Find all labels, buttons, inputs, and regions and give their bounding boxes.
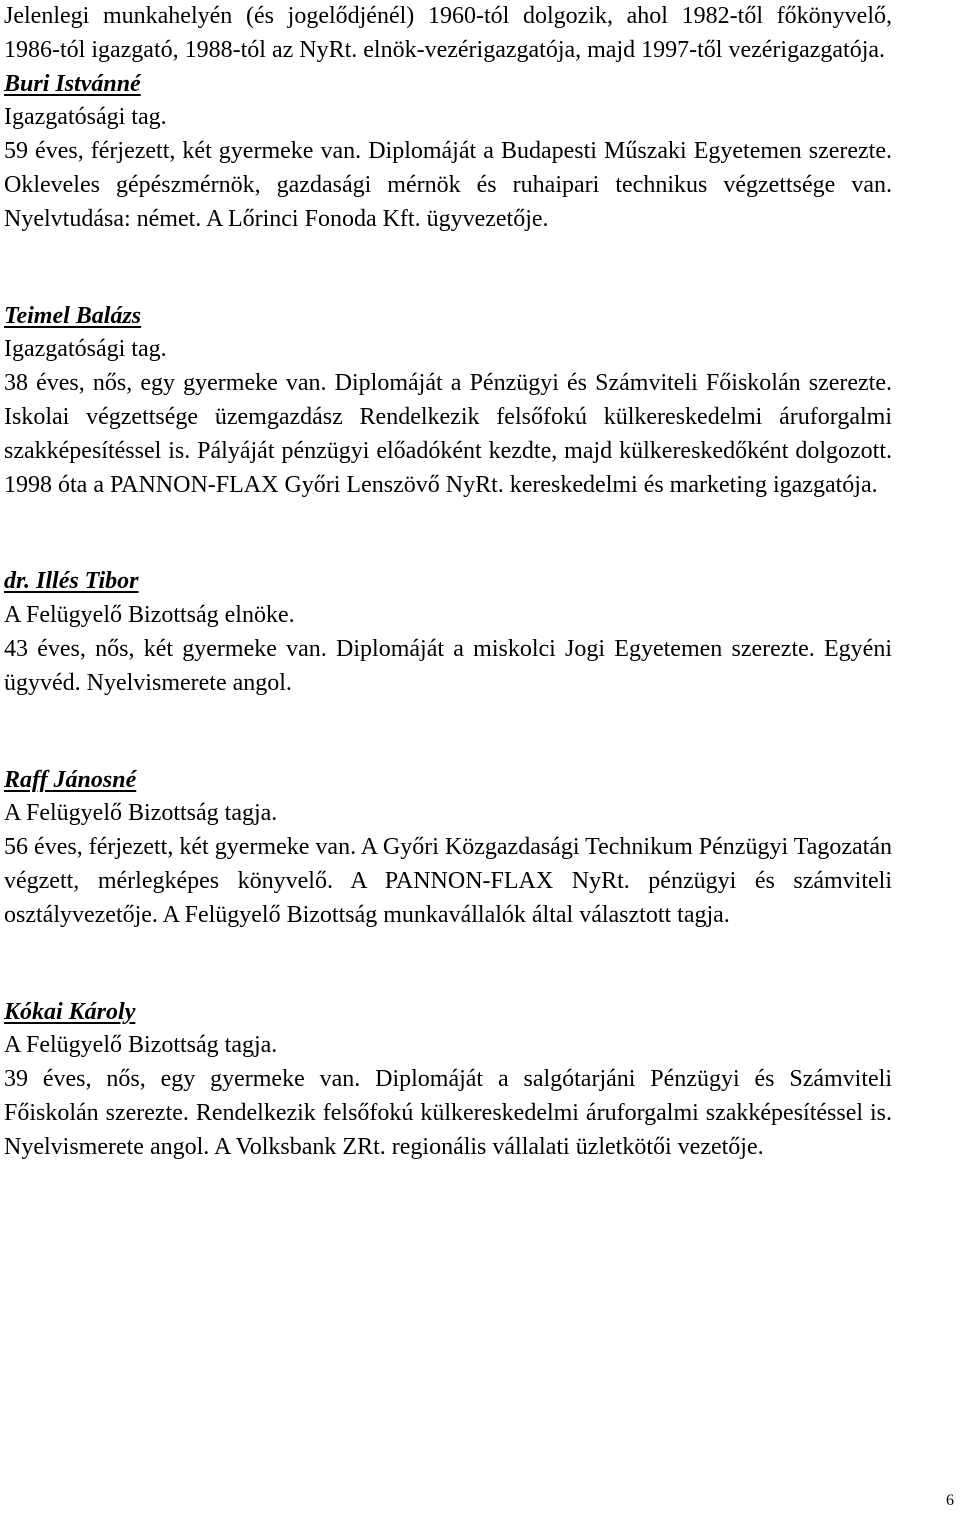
person-name-text: Teimel Balázs [4,302,142,329]
document-page [4,0,892,1165]
person-role: Igazgatósági tag. [4,336,167,363]
person-bio: 59 éves, férjezett, két gyermeke van. Diplomáját a Budapesti Műszaki Egyetemen szerezte. Okleveles gépészmérnök, gazdasági mérnök és ruhaipari technikus végzettsége van. Nyelvtudása: német. A Lőrinci Fonoda Kft. ügyvezetője. [4,138,892,232]
intro-paragraph: Jelenlegi munkahelyén (és jogelődjénél) 1960-tól dolgozik, ahol 1982-től főkönyvelő, 1986-tól igazgató, 1988-tól az NyRt. elnök-vezérigazgatója, majd 1997-től vezérigazgatója. [4,3,892,63]
person-role: A Felügyelő Bizottság elnöke. [4,602,295,629]
page-number: 6 [946,1492,954,1509]
person-name-text: Kókai Károly [4,998,136,1025]
person-bio: 43 éves, nős, két gyermeke van. Diplomáját a miskolci Jogi Egyetemen szerezte. Egyéni ügyvéd. Nyelvismerete angol. [4,635,892,696]
person-section-raff [4,764,892,933]
person-bio: 38 éves, nős, egy gyermeke van. Diplomáját a Pénzügyi és Számviteli Főiskolán szerezte. Iskolai végzettsége üzemgazdász Rendelkezik felsőfokú külkereskedelmi áruforgalmi szakképesítéssel is. Pályáját pénzügyi előadóként kezdte, majd külkereskedőként dolgozott. 1998 óta a PANNON-FLAX Győri Lenszövő NyRt. kereskedelmi és marketing igazgatója. [4,370,892,498]
person-section-kokai [4,996,892,1165]
person-name [4,300,892,334]
person-bio: 56 éves, férjezett, két gyermeke van. A Győri Közgazdasági Technikum Pénzügyi Tagozatán végzett, mérlegképes könyvelő. A PANNON-FLAX NyRt. pénzügyi és számviteli osztályvezetője. A Felügyelő Bizottság munkavállalók által választott tagja. [4,834,892,928]
person-name [4,68,892,102]
person-name-prefix: dr. [4,568,37,595]
person-role: A Felügyelő Bizottság tagja. [4,800,278,827]
person-role: Igazgatósági tag. [4,104,167,131]
person-name [4,996,892,1030]
person-bio: 39 éves, nős, egy gyermeke van. Diplomáját a salgótarjáni Pénzügyi és Számviteli Főiskolán szerezte. Rendelkezik felsőfokú külkereskedelmi áruforgalmi szakképesítéssel is. Nyelvismerete angol. A Volksbank ZRt. regionális vállalati üzletkötői vezetője. [4,1066,892,1160]
person-name-text: Illés Tibor [36,568,139,595]
person-section-illes [4,565,892,700]
person-role: A Felügyelő Bizottság tagja. [4,1032,278,1059]
person-section-teimel [4,300,892,503]
person-name [4,565,892,599]
person-section-buri [4,68,892,237]
person-name [4,764,892,798]
person-name-text: Raff Jánosné [4,766,137,793]
person-name-text: Buri Istvánné [4,70,141,97]
